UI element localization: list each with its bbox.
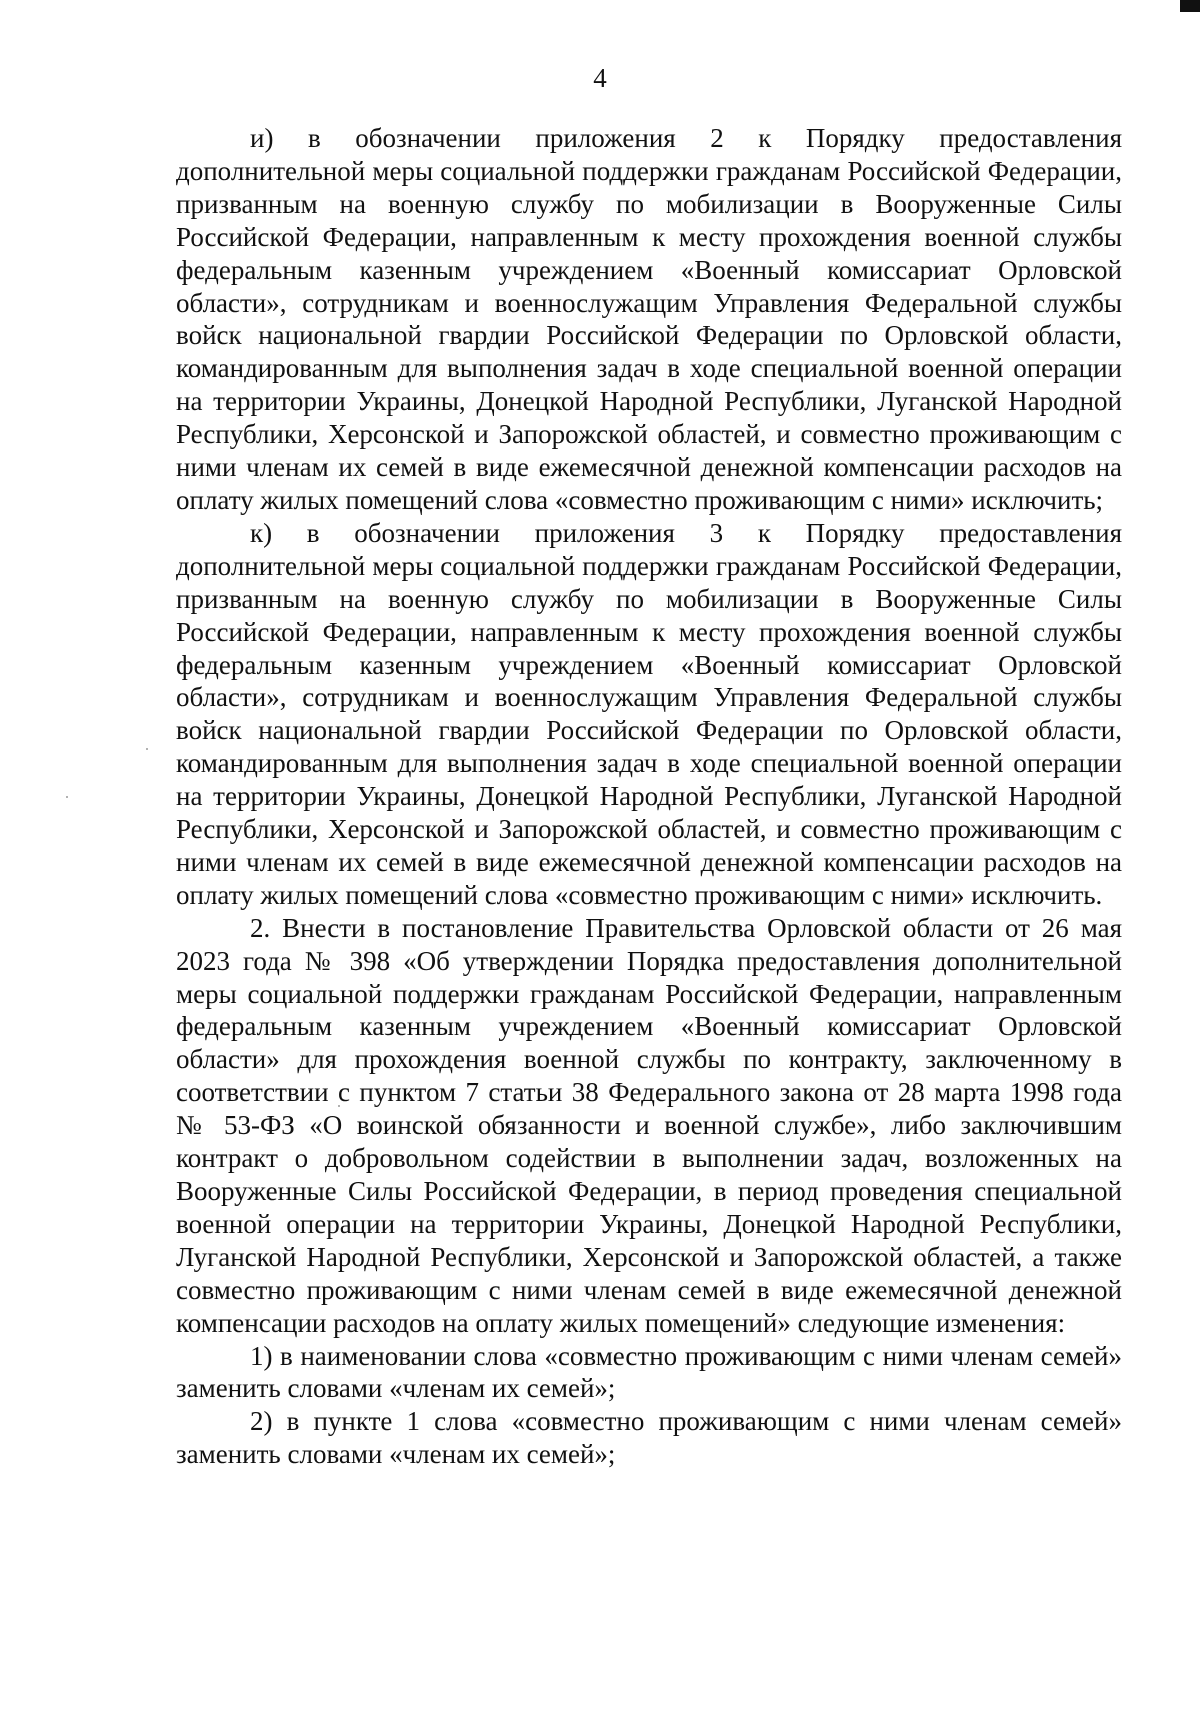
document-body	[176, 122, 1122, 1471]
paragraph-section-2: 2. Внести в постановление Правительства Орловской области от 26 мая 2023 года № 398 «Об утверждении Порядка предоставления дополнительной меры социальной поддержки гражданам Российской Федерации, направленным федеральным казенным учреждением «Военный комиссариат Орловской области» для прохождения военной службы по контракту, заключенному в соответствии с пунктом 7 статьи 38 Федерального закона от 28 марта 1998 года № 53-ФЗ «О воинской обязанности и военной службе», либо заключившим контракт о добровольном содействии в выполнении задач, возложенных на Вооруженные Силы Российской Федерации, в период проведения специальной военной операции на территории Украины, Донецкой Народной Республики, Луганской Народной Республики, Херсонской и Запорожской областей, а также совместно проживающим с ними членам семей в виде ежемесячной денежной компенсации расходов на оплату жилых помещений» следующие изменения:	[176, 912, 1122, 1338]
paragraph-subitem-1: 1) в наименовании слова «совместно проживающим с ними членам семей» заменить словами «членам их семей»;	[176, 1340, 1122, 1404]
scan-speck	[146, 748, 148, 750]
scan-edge-mark	[1180, 0, 1200, 12]
page-number: 4	[593, 63, 607, 93]
paragraph-item-i: и) в обозначении приложения 2 к Порядку предоставления дополнительной меры социальной поддержки гражданам Российской Федерации, призванным на военную службу по мобилизации в Вооруженные Силы Российской Федерации, направленным к месту прохождения военной службы федеральным казенным учреждением «Военный комиссариат Орловской области», сотрудникам и военнослужащим Управления Федеральной службы войск национальной гвардии Российской Федерации по Орловской области, командированным для выполнения задач в ходе специальной военной операции на территории Украины, Донецкой Народной Республики, Луганской Народной Республики, Херсонской и Запорожской областей, и совместно проживающим с ними членам их семей в виде ежемесячной денежной компенсации расходов на оплату жилых помещений слова «совместно проживающим с ними» исключить;	[176, 123, 1122, 515]
scan-speck	[66, 796, 68, 798]
paragraph-subitem-2: 2) в пункте 1 слова «совместно проживающим с ними членам семей» заменить словами «членам их семей»;	[176, 1406, 1122, 1470]
paragraph-item-k: к) в обозначении приложения 3 к Порядку предоставления дополнительной меры социальной поддержки гражданам Российской Федерации, призванным на военную службу по мобилизации в Вооруженные Силы Российской Федерации, направленным к месту прохождения военной службы федеральным казенным учреждением «Военный комиссариат Орловской области», сотрудникам и военнослужащим Управления Федеральной службы войск национальной гвардии Российской Федерации по Орловской области, командированным для выполнения задач в ходе специальной военной операции на территории Украины, Донецкой Народной Республики, Луганской Народной Республики, Херсонской и Запорожской областей, и совместно проживающим с ними членам их семей в виде ежемесячной денежной компенсации расходов на оплату жилых помещений слова «совместно проживающим с ними» исключить.	[176, 517, 1122, 910]
